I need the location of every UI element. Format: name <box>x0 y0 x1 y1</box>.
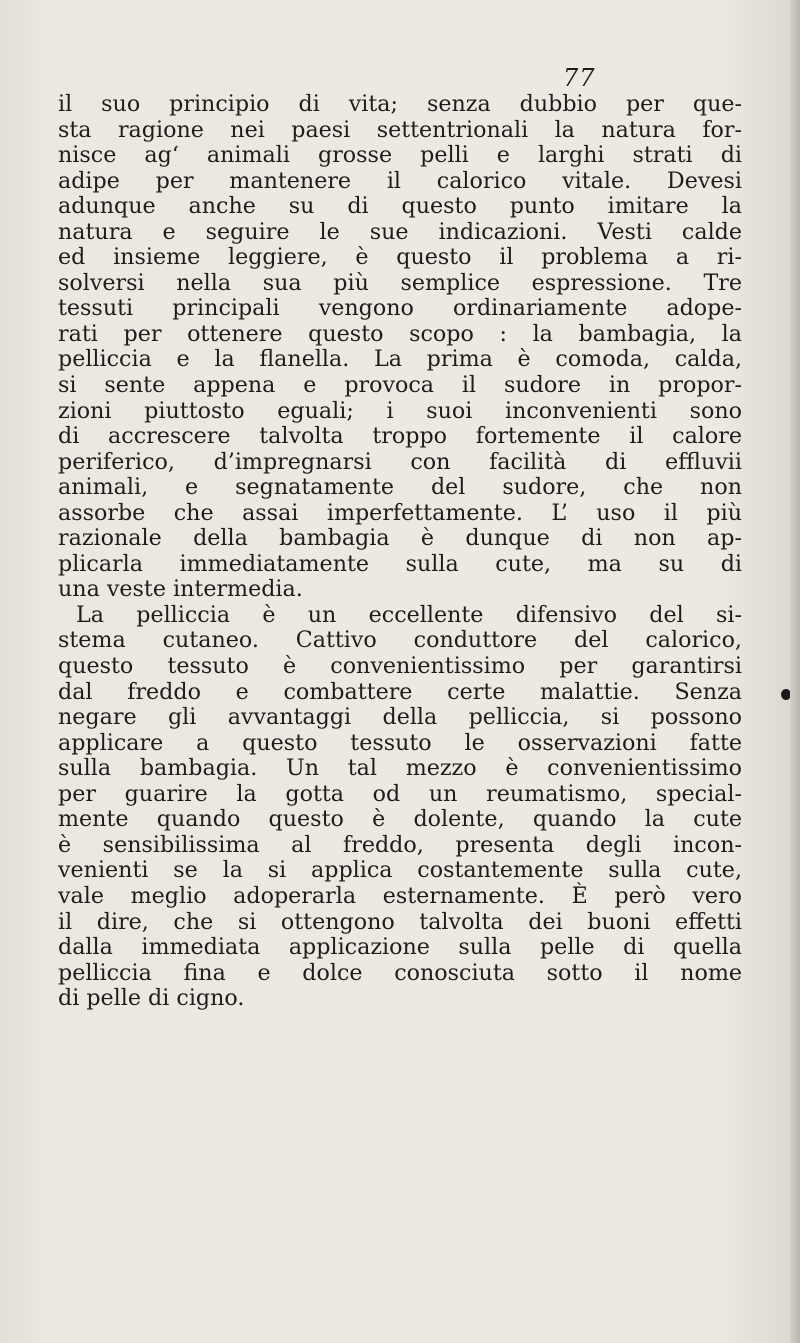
text-line: animali, e segnatamente del sudore, che non <box>58 474 742 501</box>
text-line: sulla bambagia. Un tal mezzo è convenientissimo <box>58 755 742 782</box>
text-line: natura e seguire le sue indicazioni. Vesti calde <box>58 218 742 245</box>
text-line: zioni piuttosto eguali; i suoi inconvenienti sono <box>58 397 742 424</box>
text-line: per guarire la gotta od un reumatismo, special- <box>58 780 742 807</box>
text-line: adipe per mantenere il calorico vitale. Devesi <box>58 167 742 194</box>
text-line: adunque anche su di questo punto imitare la <box>58 193 742 220</box>
text-line: il dire, che si ottengono talvolta dei buoni effetti <box>58 908 742 935</box>
text-line: plicarla immediatamente sulla cute, ma su di <box>58 550 742 577</box>
text-line: ed insieme leggiere, è questo il problema a ri- <box>58 244 742 271</box>
text-line: razionale della bambagia è dunque di non ap- <box>58 525 742 552</box>
text-line: sta ragione nei paesi settentrionali la natura for- <box>58 116 742 143</box>
text-line: tessuti principali vengono ordinariamente adope- <box>58 295 742 322</box>
text-line: assorbe che assai imperfettamente. L’ uso il più <box>58 499 742 526</box>
text-line: questo tessuto è convenientissimo per garantirsi <box>58 653 742 680</box>
text-line: nisce agʻ animali grosse pelli e larghi strati di <box>58 142 742 169</box>
text-line: dalla immediata applicazione sulla pelle di quella <box>58 934 742 961</box>
text-line: periferico, d’impregnarsi con facilità di effluvii <box>58 448 742 475</box>
paragraph-end-line: una veste intermedia. <box>58 576 303 603</box>
text-line: si sente appena e provoca il sudore in propor- <box>58 372 742 399</box>
page-edge <box>790 0 800 1343</box>
page-number: 77 <box>563 64 596 92</box>
text-line: è sensibilissima al freddo, presenta degli incon- <box>58 831 742 858</box>
paragraph-end-line: di pelle di cigno. <box>58 985 245 1012</box>
text-line: venienti se la si applica costantemente sulla cute, <box>58 857 742 884</box>
text-line: stema cutaneo. Cattivo conduttore del calorico, <box>58 627 742 654</box>
text-line: mente quando questo è dolente, quando la cute <box>58 806 742 833</box>
paragraph-start-line: La pelliccia è un eccellente difensivo del si- <box>76 601 742 628</box>
text-line: solversi nella sua più semplice espressione. Tre <box>58 269 742 296</box>
body-text <box>58 92 742 1012</box>
text-line: pelliccia fina e dolce conosciuta sotto il nome <box>58 959 742 986</box>
text-line: di accrescere talvolta troppo fortemente il calore <box>58 423 742 450</box>
text-line: rati per ottenere questo scopo : la bambagia, la <box>58 320 742 347</box>
text-line: dal freddo e combattere certe malattie. Senza <box>58 678 742 705</box>
text-line: il suo principio di vita; senza dubbio per que- <box>58 91 742 117</box>
text-line: applicare a questo tessuto le osservazioni fatte <box>58 729 742 756</box>
text-line: pelliccia e la flanella. La prima è comoda, calda, <box>58 346 742 373</box>
text-line: vale meglio adoperarla esternamente. È però vero <box>58 882 742 909</box>
text-line: negare gli avvantaggi della pelliccia, si possono <box>58 704 742 731</box>
